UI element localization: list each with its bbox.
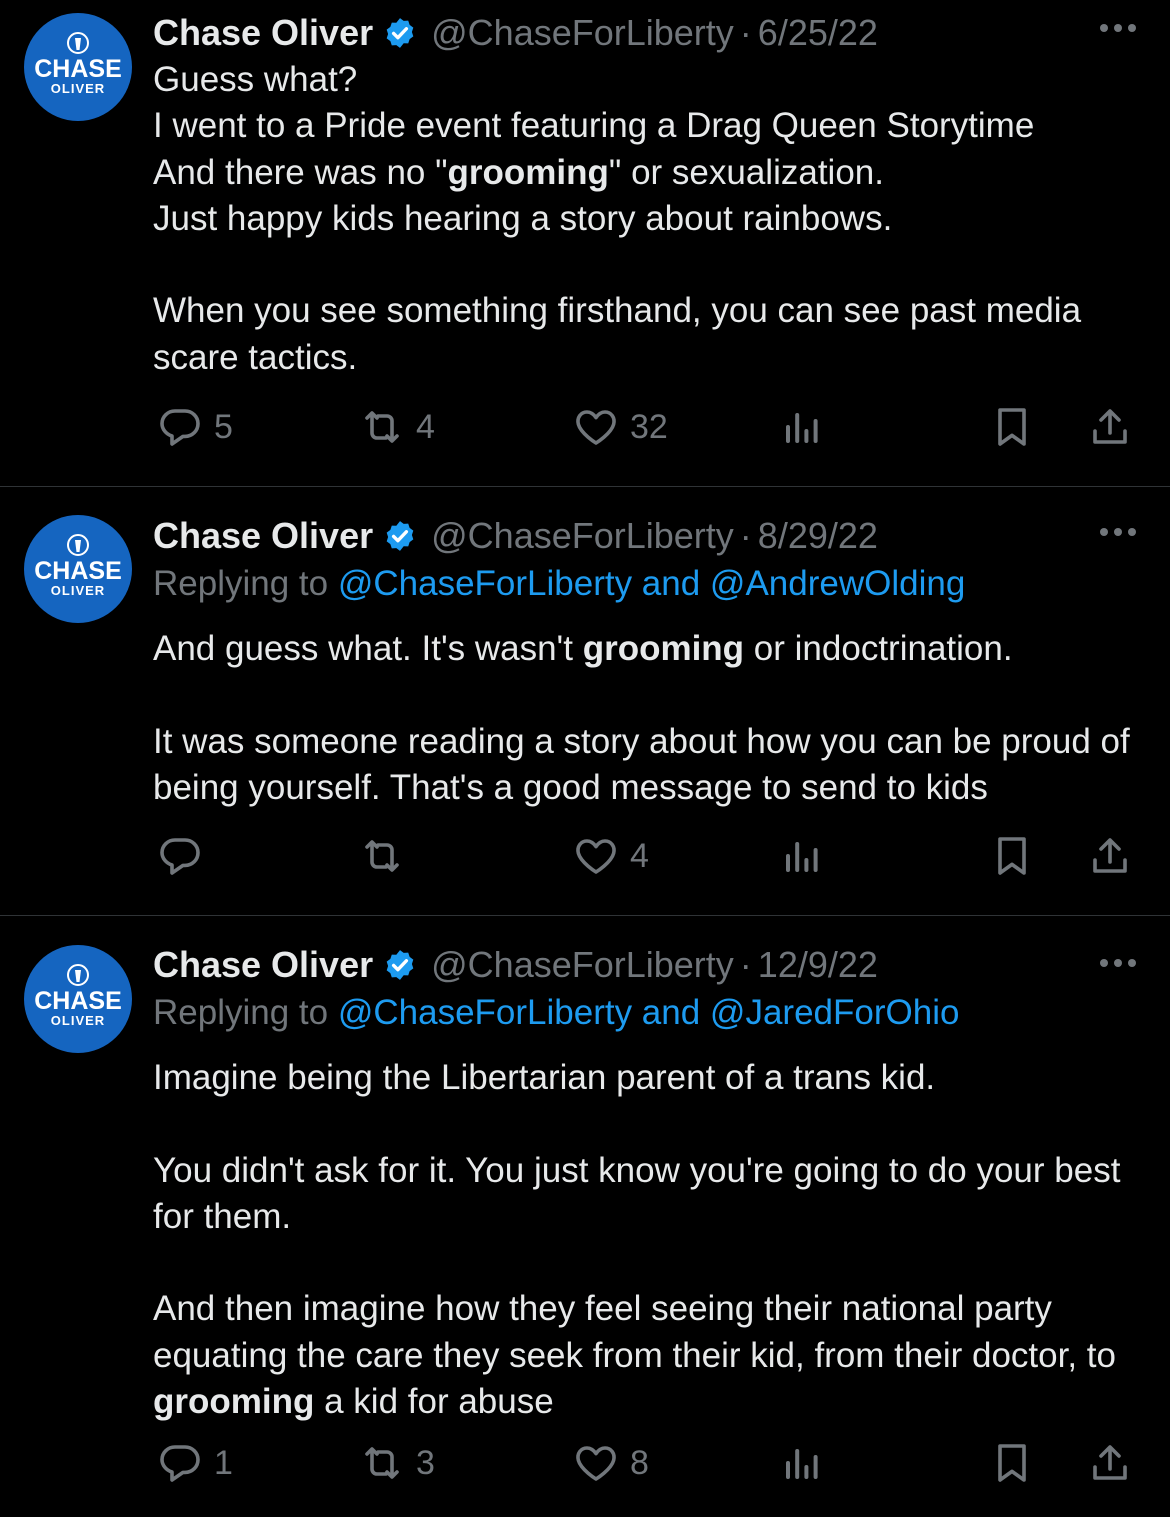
- like-icon: [572, 1439, 620, 1487]
- views-button[interactable]: [778, 826, 826, 886]
- retweet-button[interactable]: [358, 826, 416, 886]
- share-icon: [1086, 1439, 1134, 1487]
- tweet-date[interactable]: 8/29/22: [757, 515, 878, 556]
- separator: ·: [739, 944, 752, 985]
- action-bar: [0, 1433, 1170, 1493]
- replying-to-prefix: Replying to: [153, 564, 338, 603]
- replying-to-link[interactable]: @ChaseForLiberty and @JaredForOhio: [337, 993, 960, 1032]
- avatar[interactable]: [24, 515, 132, 623]
- like-button[interactable]: [572, 1433, 649, 1493]
- action-bar: [0, 397, 1170, 457]
- tweet-text-segment: Guess what? I went to a Pride event featuring a Drag Queen Storytime And there was no ": [153, 60, 1035, 192]
- verified-badge-icon: [383, 948, 417, 982]
- avatar[interactable]: [24, 13, 132, 121]
- action-bar: [0, 826, 1170, 886]
- verified-badge-icon: [383, 16, 417, 50]
- libertarian-torch-icon: [68, 535, 88, 555]
- bookmark-icon: [988, 1439, 1036, 1487]
- like-button[interactable]: [572, 826, 649, 886]
- libertarian-torch-icon: [68, 33, 88, 53]
- replying-to-link[interactable]: @ChaseForLiberty and @AndrewOlding: [337, 564, 966, 603]
- retweet-count: 4: [416, 407, 435, 446]
- replying-to: [153, 993, 959, 1033]
- tweet-date[interactable]: 6/25/22: [757, 12, 878, 53]
- separator: ·: [739, 515, 752, 556]
- reply-icon: [156, 1439, 204, 1487]
- verified-badge-icon: [383, 519, 417, 553]
- more-icon[interactable]: [1096, 945, 1140, 981]
- reply-button[interactable]: [156, 826, 214, 886]
- tweet-text: [153, 1055, 1153, 1425]
- views-icon: [778, 832, 826, 880]
- like-count: 8: [630, 1443, 649, 1482]
- tweet-text-bold: grooming: [153, 1382, 315, 1422]
- svg-text:CHASE: CHASE: [34, 557, 122, 585]
- tweet-header: [153, 506, 878, 566]
- user-handle[interactable]: @ChaseForLiberty: [431, 12, 734, 53]
- user-handle[interactable]: @ChaseForLiberty: [431, 944, 734, 985]
- tweet-text: [153, 57, 1153, 381]
- user-handle[interactable]: @ChaseForLiberty: [431, 515, 734, 556]
- like-icon: [572, 403, 620, 451]
- reply-icon: [156, 832, 204, 880]
- share-icon: [1086, 403, 1134, 451]
- views-icon: [778, 403, 826, 451]
- retweet-count: 3: [416, 1443, 435, 1482]
- libertarian-torch-icon: [68, 965, 88, 985]
- avatar[interactable]: [24, 945, 132, 1053]
- tweet-text-segment: or indoctrination. It was someone reading a story about how you can be proud of being yourself. That's a good message to send to kids: [153, 629, 1130, 807]
- tweet-text: [153, 626, 1153, 811]
- bookmark-button[interactable]: [988, 1433, 1036, 1493]
- reply-count: 1: [214, 1443, 233, 1482]
- tweet-header: [153, 935, 878, 995]
- replying-to-prefix: Replying to: [153, 993, 338, 1032]
- tweet-date[interactable]: 12/9/22: [757, 944, 878, 985]
- share-icon: [1086, 832, 1134, 880]
- replying-to: [153, 564, 965, 604]
- like-count: 32: [630, 407, 668, 446]
- avatar-logo: [24, 13, 132, 121]
- tweet-divider: [0, 486, 1170, 487]
- svg-text:OLIVER: OLIVER: [50, 583, 106, 598]
- avatar-logo: [24, 515, 132, 623]
- tweet-text-segment: " or sexualization. Just happy kids hearing a story about rainbows. When you see something firsthand, you can see past media scare tactics.: [153, 152, 1082, 377]
- retweet-icon: [358, 1439, 406, 1487]
- avatar-logo: [24, 945, 132, 1053]
- share-button[interactable]: [1086, 397, 1134, 457]
- display-name[interactable]: Chase Oliver: [153, 12, 374, 53]
- tweet-divider: [0, 915, 1170, 916]
- svg-text:CHASE: CHASE: [34, 55, 122, 83]
- retweet-button[interactable]: [358, 1433, 435, 1493]
- svg-text:CHASE: CHASE: [34, 987, 122, 1015]
- views-icon: [778, 1439, 826, 1487]
- like-icon: [572, 832, 620, 880]
- like-count: 4: [630, 836, 649, 875]
- more-icon[interactable]: [1096, 10, 1140, 46]
- retweet-icon: [358, 403, 406, 451]
- bookmark-button[interactable]: [988, 826, 1036, 886]
- tweet-header: [153, 3, 878, 63]
- svg-text:OLIVER: OLIVER: [50, 81, 106, 96]
- display-name[interactable]: Chase Oliver: [153, 515, 374, 556]
- views-button[interactable]: [778, 397, 826, 457]
- reply-icon: [156, 403, 204, 451]
- tweet-text-segment: a kid for abuse: [314, 1382, 554, 1422]
- tweet-text-bold: grooming: [582, 629, 745, 668]
- bookmark-icon: [988, 403, 1036, 451]
- separator: ·: [739, 12, 752, 53]
- tweet-text-segment: And guess what. It's wasn't: [153, 629, 583, 668]
- share-button[interactable]: [1086, 1433, 1134, 1493]
- bookmark-icon: [988, 832, 1036, 880]
- bookmark-button[interactable]: [988, 397, 1036, 457]
- reply-count: 5: [214, 407, 233, 446]
- like-button[interactable]: [572, 397, 668, 457]
- share-button[interactable]: [1086, 826, 1134, 886]
- tweet-text-bold: grooming: [447, 152, 609, 192]
- reply-button[interactable]: [156, 1433, 233, 1493]
- retweet-icon: [358, 832, 406, 880]
- svg-text:OLIVER: OLIVER: [50, 1013, 106, 1028]
- more-icon[interactable]: [1096, 514, 1140, 550]
- tweet-text-segment: Imagine being the Libertarian parent of a trans kid. You didn't ask for it. You just know you're going to do your best for them. And then imagine how they feel seeing their national party equating the care they seek from their kid, from their doctor, to: [153, 1058, 1121, 1375]
- reply-button[interactable]: [156, 397, 233, 457]
- retweet-button[interactable]: [358, 397, 435, 457]
- views-button[interactable]: [778, 1433, 826, 1493]
- display-name[interactable]: Chase Oliver: [153, 944, 374, 985]
